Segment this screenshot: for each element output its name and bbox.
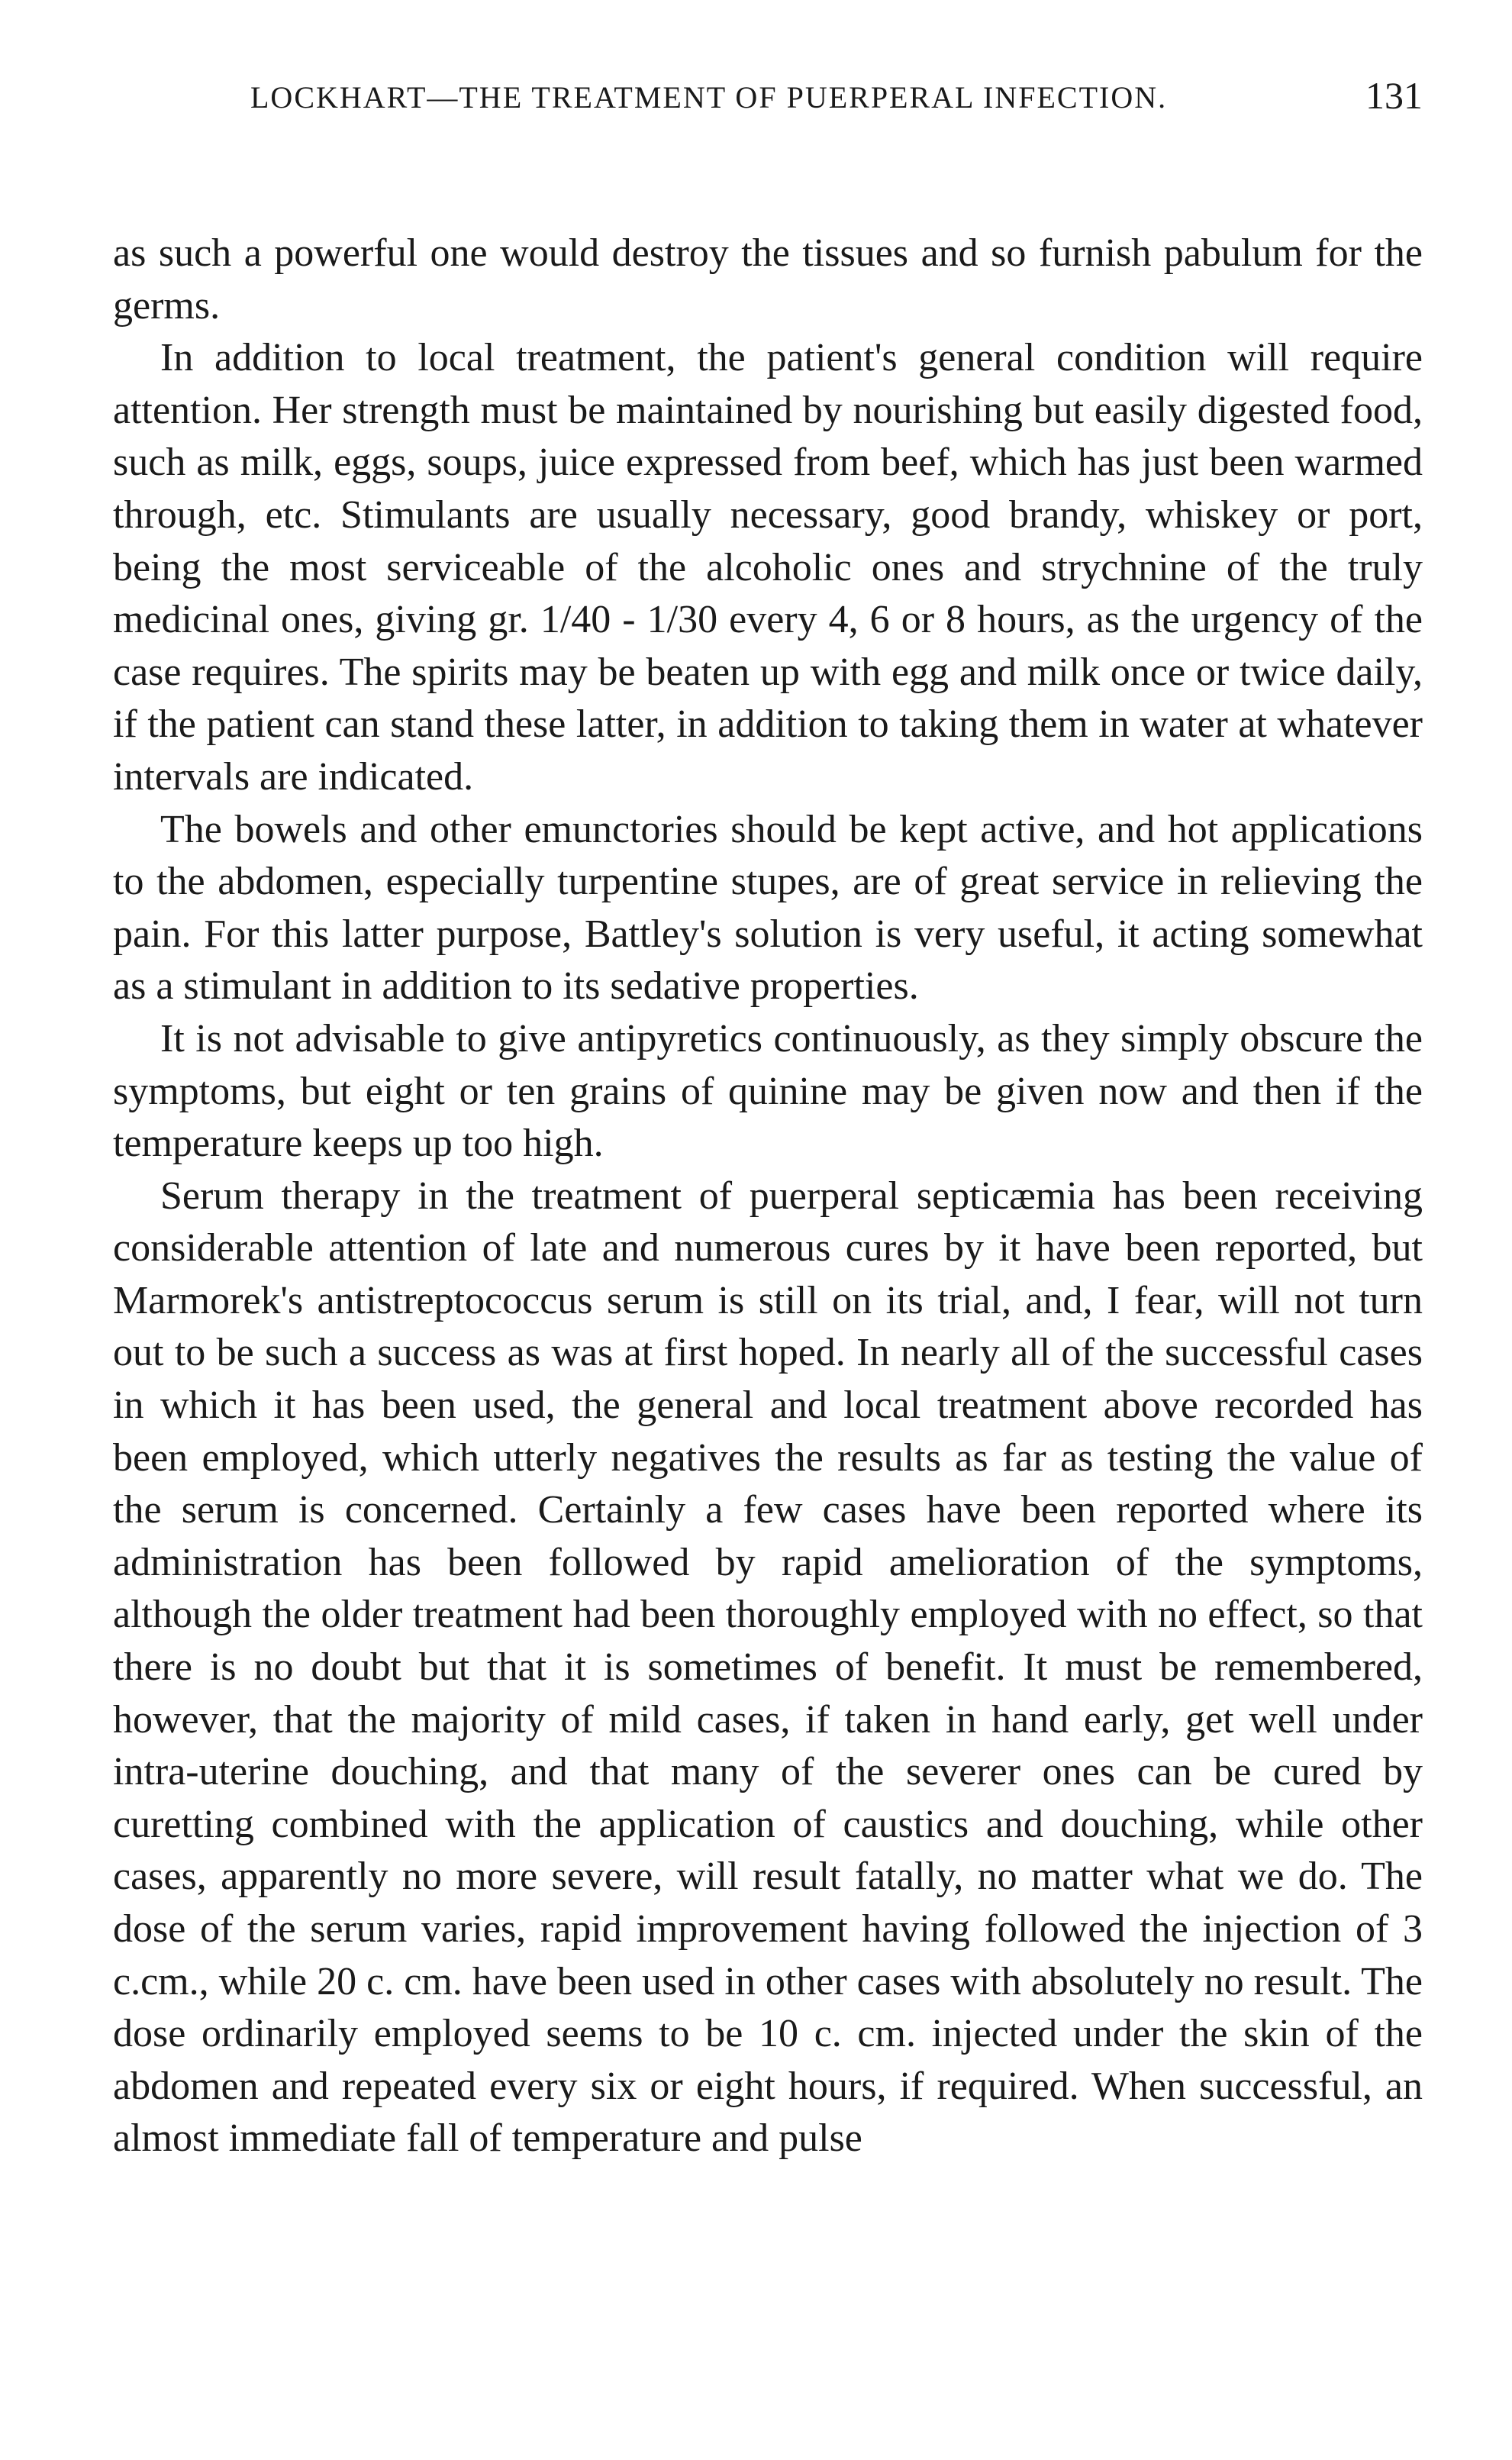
page-number: 131 [1365,74,1423,117]
paragraph-bowels: The bowels and other emunctories should be kept active, and hot applications to the abdomen, especially turpentine stupes, are of great service in relieving the pain. For this latter purpose, Battley's solution is very useful, it acting somewhat as a stimulant in addition to its sedative properties. [113,807,1423,1009]
paragraph-continued: as such a powerful one would destroy the tissues and so furnish pabulum for the germs. [113,231,1423,328]
running-head [113,73,1423,127]
running-title: LOCKHART—THE TREATMENT OF PUERPERAL INFECTION. [250,80,1168,115]
book-page [113,73,1423,2165]
paragraph-general-condition: In addition to local treatment, the patient's general condition will require attention. Her strength must be maintained by nourishing but easily digested food, such as milk, eggs, soups, juice expressed from beef, which has just been warmed through, etc. Stimulants are usually necessary, good brandy, whiskey or port, being the most serviceable of the alcoholic ones and strychnine of the truly medicinal ones, giving gr. 1/40 - 1/30 every 4, 6 or 8 hours, as the urgency of the case requires. The spirits may be beaten up with egg and milk once or twice daily, if the patient can stand these latter, in addition to taking them in water at whatever intervals are indicated. [113,336,1423,799]
paragraph-antipyretics: It is not advisable to give antipyretics continuously, as they simply obscure the symptoms, but eight or ten grains of quinine may be given now and then if the temperature keeps up too high. [113,1016,1423,1166]
body-text [113,228,1423,2165]
paragraph-serum-therapy: Serum therapy in the treatment of puerperal septicæmia has been receiving considerable attention of late and numerous cures by it have been reported, but Marmorek's antistreptococcus serum is still on its trial, and, I fear, will not turn out to be such a success as was at first hoped. In nearly all of the successful cases in which it has been used, the general and local treatment above recorded has been employed, which utterly negatives the results as far as testing the value of the serum is concerned. Certainly a few cases have been reported where its administration has been followed by rapid amelioration of the symptoms, although the older treatment had been thoroughly employed with no effect, so that there is no doubt but that it is sometimes of benefit. It must be remembered, however, that the majority of mild cases, if taken in hand early, get well under intra-uterine douching, and that many of the severer ones can be cured by curetting combined with the application of caustics and douching, while other cases, apparently no more severe, will result fatally, no matter what we do. The dose of the serum varies, rapid improvement having followed the injection of 3 c.cm., while 20 c. cm. have been used in other cases with absolutely no result. The dose ordinarily employed seems to be 10 c. cm. injected under the skin of the abdomen and repeated every six or eight hours, if required. When successful, an almost immediate fall of temperature and pulse [113,1174,1423,2161]
